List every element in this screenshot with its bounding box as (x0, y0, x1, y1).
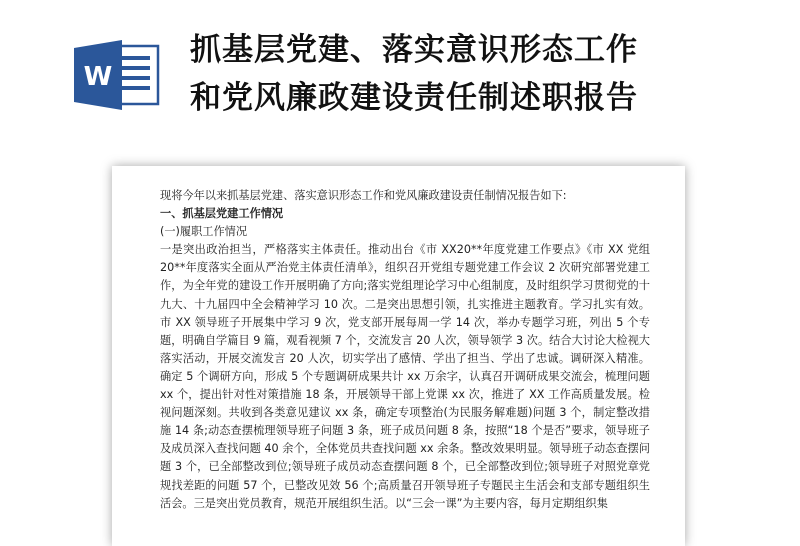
section-heading: 一、抓基层党建工作情况 (160, 207, 284, 221)
page-title (190, 26, 790, 122)
title-line-1: 抓基层党建、落实意识形态工作 (190, 32, 638, 68)
word-logo-icon (74, 40, 160, 110)
subsection-heading: (一)履职工作情况 (160, 225, 248, 239)
word-logo-letter: W (83, 62, 113, 92)
intro-paragraph: 现将今年以来抓基层党建、落实意识形态工作和党风廉政建设责任制情况报告如下: (160, 189, 567, 202)
body-paragraph: 一是突出政治担当，严格落实主体责任。推动出台《市 XX20**年度党建工作要点》《市 XX 党组 20**年度落实全面从严治党主体责任清单》，组织召开党组专题党建工作会议 2 次研究部署党建工作，为全年党的建设工作开展明确了方向;落实党组理论学习中心组制度，及时组织学习贯彻党的十九大、十九届四中全会精神学习 10 次。二是突出思想引领，扎实推进主题教育。学习扎实有效。市 XX 领导班子开展集中学习 9 次，党支部开展每周一学 14 次，举办专题学习班，列出 5 个专题，明确自学篇目 9 篇，观看视频 7 个，交流发言 20 人次，领导领学 3 次。结合大讨论大检视大落实活动，开展交流发言 20 人次，切实学出了感情、学出了担当、学出了忠诚。调研深入精准。确定 5 个调研方向，形成 5 个专题调研成果共计 xx 万余字，认真召开调研成果交流会，梳理问题 xx 个，提出针对性对策措施 18 条，开展领导干部上党课 xx 次，推进了 XX 工作高质量发展。检视问题深刻。共收到各类意见建议 xx 条，确定专项整治(为民服务解难题)问题 3 个，制定整改措施 14 条;动态查摆梳理领导班子问题 3 条，班子成员问题 8 条，按照“18 个是否”要求，领导班子及成员深入查找问题 40 余个，全体党员共查找问题 xx 余条。整改效果明显。领导班子动态查摆问题 3 个，已全部整改到位;领导班子成员动态查摆问题 8 个，已全部整改到位;领导班子对照党章党规找差距的问题 57 个，已整改见效 56 个;高质量召开领导班子专题民主生活会和支部专题组织生活会。三是突出党员教育，规范开展组织生活。以“三会一课”为主要内容，每月定期组织集 (160, 243, 650, 510)
document-body (160, 187, 650, 513)
title-line-2: 和党风廉政建设责任制述职报告 (190, 80, 638, 116)
